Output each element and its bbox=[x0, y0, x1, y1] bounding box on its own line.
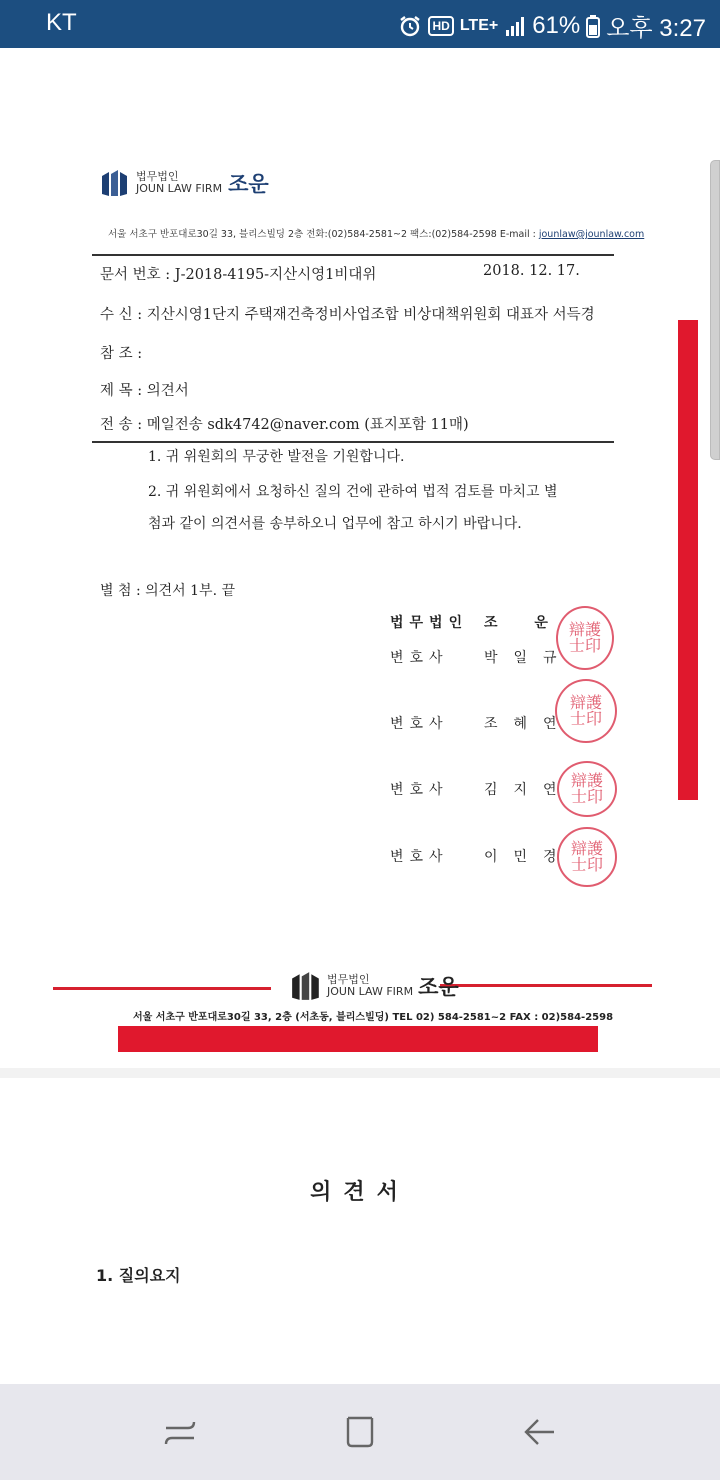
lawyer-seal-stamp: 辯護 士印 bbox=[555, 679, 617, 743]
firm-english-label: JOUN LAW FIRM bbox=[136, 182, 223, 195]
body-line-3: 첨과 같이 의견서를 송부하오니 업무에 참고 하시기 바랍니다. bbox=[148, 516, 522, 532]
back-button[interactable] bbox=[515, 1407, 565, 1457]
body-line-1: 1. 귀 위원회의 무궁한 발전을 기원합니다. bbox=[148, 449, 405, 465]
signature-role: 법무법인 bbox=[390, 615, 469, 631]
navigation-bar bbox=[0, 1384, 720, 1480]
recipient-label: 수 신 : bbox=[100, 307, 143, 323]
document-page-1 bbox=[0, 48, 720, 1068]
letterhead-address bbox=[108, 226, 644, 240]
status-icons bbox=[398, 8, 706, 43]
doc-date: 2018. 12. 17. bbox=[483, 263, 580, 279]
header-rule bbox=[92, 254, 614, 256]
signature-name: 조 운 bbox=[484, 615, 564, 631]
recent-apps-button[interactable] bbox=[155, 1407, 205, 1457]
subject-label: 제 목 : bbox=[100, 383, 143, 399]
attachment-line: 별 첨 : 의견서 1부. 끝 bbox=[100, 583, 235, 599]
firm-logo-text bbox=[136, 171, 222, 195]
letterhead-email-link[interactable]: jounlaw@jounlaw.com bbox=[538, 229, 645, 240]
footer-logo bbox=[290, 970, 459, 1002]
signature-row-firm bbox=[390, 612, 564, 632]
recipient-value: 지산시영1단지 주택재건축정비사업조합 비상대책위원회 대표자 서득경 bbox=[146, 307, 595, 323]
signature-row-4 bbox=[390, 846, 573, 866]
scroll-handle[interactable] bbox=[710, 160, 720, 460]
sent-label: 전 송 : bbox=[100, 417, 143, 433]
home-button[interactable] bbox=[335, 1407, 385, 1457]
footer-firm-name: 조운 bbox=[418, 975, 459, 999]
signature-row-1 bbox=[390, 647, 573, 667]
battery-icon bbox=[586, 14, 600, 38]
back-icon bbox=[522, 1414, 558, 1450]
footer-address: 서울 서초구 반포대로30길 33, 2층 (서초동, 블리스빌딩) TEL 02) 584-2581~2 FAX : 02)584-2598 bbox=[133, 1012, 614, 1023]
reference-field bbox=[100, 342, 142, 363]
alarm-icon bbox=[398, 14, 422, 38]
clock: 오후 3:27 bbox=[606, 15, 706, 42]
recipient-field bbox=[100, 303, 595, 324]
letterhead-address-text: 서울 서초구 반포대로30길 33, 블리스빌딩 2층 전화:(02)584-2581~2 팩스:(02)584-2598 E-mail : bbox=[108, 229, 539, 240]
footer-logo-text bbox=[327, 974, 413, 998]
firm-logo-mark-icon bbox=[100, 168, 130, 198]
battery-percent: 61% bbox=[532, 11, 581, 39]
sent-field bbox=[100, 413, 469, 434]
sent-value: 메일전송 sdk4742@naver.com (표지포함 11매) bbox=[146, 417, 469, 433]
footer-logo-mark-icon bbox=[290, 970, 322, 1002]
signature-role: 변호사 bbox=[390, 716, 449, 732]
recent-apps-icon bbox=[162, 1414, 198, 1450]
lte-icon: LTE+ bbox=[459, 16, 499, 34]
doc-number-field bbox=[100, 263, 376, 284]
home-icon bbox=[342, 1414, 378, 1450]
firm-small-label: 법무법인 bbox=[136, 170, 179, 183]
opinion-title: 의견서 bbox=[310, 1180, 410, 1205]
signature-name: 이민경 bbox=[484, 849, 573, 865]
signal-icon bbox=[504, 15, 526, 37]
firm-name: 조운 bbox=[228, 172, 269, 196]
signature-role: 변호사 bbox=[390, 849, 449, 865]
document-page-2 bbox=[0, 1078, 720, 1384]
signature-name: 김지연 bbox=[484, 782, 573, 798]
body-line-2: 2. 귀 위원회에서 요청하신 질의 건에 관하여 법적 검토를 마치고 별 bbox=[148, 484, 558, 500]
signature-role: 변호사 bbox=[390, 782, 449, 798]
signature-role: 변호사 bbox=[390, 650, 449, 666]
lawyer-seal-stamp: 辯護 士印 bbox=[557, 761, 617, 817]
signature-row-3 bbox=[390, 779, 573, 799]
status-bar bbox=[0, 0, 720, 48]
lawyer-seal-stamp: 辯護 士印 bbox=[557, 827, 617, 887]
fields-rule bbox=[92, 441, 614, 443]
reference-label: 참 조 : bbox=[100, 346, 143, 362]
signature-row-2 bbox=[390, 713, 573, 733]
footer-rule-right bbox=[440, 984, 652, 987]
footer-red-band bbox=[118, 1026, 598, 1052]
doc-number-label: 문서 번호 : bbox=[100, 267, 171, 283]
subject-field bbox=[100, 379, 189, 400]
lawyer-seal-stamp: 辯護 士印 bbox=[556, 606, 614, 670]
hd-voice-icon: HD bbox=[428, 16, 453, 36]
footer-firm-small: 법무법인 bbox=[327, 973, 370, 986]
doc-number-value: J-2018-4195-지산시영1비대위 bbox=[174, 267, 377, 283]
footer-firm-english: JOUN LAW FIRM bbox=[327, 985, 414, 998]
footer-rule-left bbox=[53, 987, 271, 990]
signature-name: 박일규 bbox=[484, 650, 573, 666]
firm-logo bbox=[100, 168, 269, 198]
red-margin-bar bbox=[678, 320, 698, 800]
subject-value: 의견서 bbox=[146, 383, 189, 399]
section-heading: 1. 질의요지 bbox=[96, 1266, 181, 1285]
signature-name: 조혜연 bbox=[484, 716, 573, 732]
carrier-label: KT bbox=[46, 9, 77, 36]
